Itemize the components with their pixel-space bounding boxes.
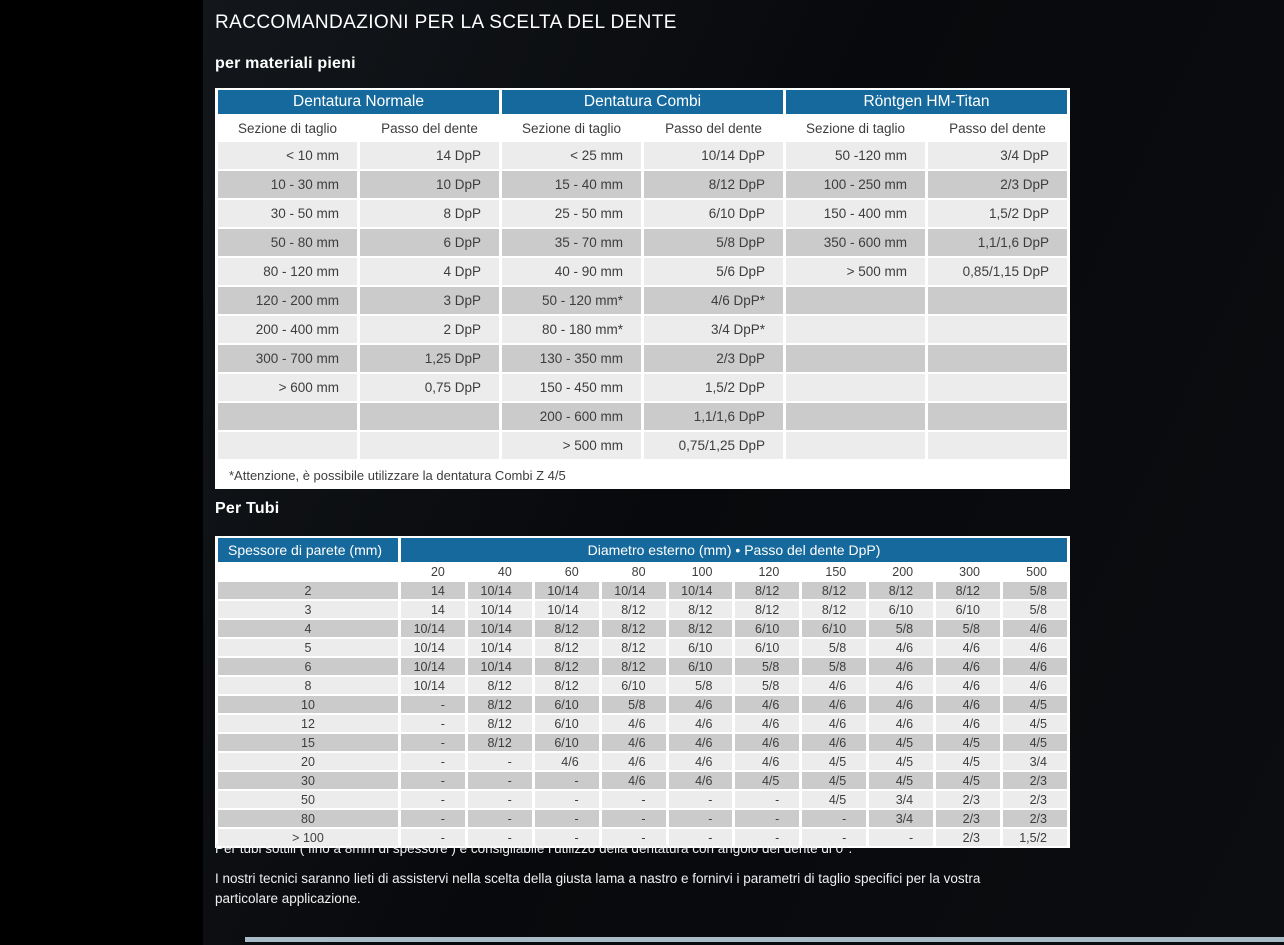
tooth-pitch-cell: 6/10 DpP (644, 200, 783, 227)
table-row (218, 791, 1067, 808)
tooth-pitch-cell: 6 DpP (360, 229, 499, 256)
wall-thickness-cell: > 100 (218, 829, 398, 846)
tooth-pitch-cell: 8/12 (936, 582, 1000, 599)
tooth-pitch-cell: 4/6 (936, 658, 1000, 675)
tooth-pitch-cell: 5/6 DpP (644, 258, 783, 285)
tooth-pitch-cell: 4/5 (936, 734, 1000, 751)
tooth-pitch-cell: 2/3 (936, 791, 1000, 808)
tooth-pitch-cell: 10/14 (535, 582, 599, 599)
tubes-note-thin-walls: Per tubi sottili ( fino a 8mm di spessore ) è consigliabile l‘utilizzo della dentatura con angolo del dente di 0°. (215, 841, 853, 856)
tooth-pitch-cell: 0,75 DpP (360, 374, 499, 401)
cutting-section-cell (218, 432, 357, 459)
table-row (218, 715, 1067, 732)
tooth-pitch-cell: 8/12 (602, 620, 666, 637)
table-row (218, 229, 1067, 256)
solid-materials-table (215, 88, 1070, 489)
tooth-pitch-cell: 2/3 (936, 829, 1000, 846)
tooth-pitch-cell (360, 432, 499, 459)
cutting-section-cell: 50 - 80 mm (218, 229, 357, 256)
subheader-tooth-pitch: Passo del dente (644, 116, 783, 140)
table-row (218, 620, 1067, 637)
tooth-pitch-cell: 4/6 (602, 772, 666, 789)
cutting-section-cell (218, 403, 357, 430)
solid-materials-grid (215, 88, 1070, 461)
tooth-pitch-cell: 4/6 (802, 696, 866, 713)
tooth-pitch-cell: 0,85/1,15 DpP (928, 258, 1067, 285)
tooth-pitch-cell: 1,1/1,6 DpP (644, 403, 783, 430)
tooth-pitch-cell: 8/12 (735, 601, 799, 618)
tubes-subheader-blank (218, 564, 398, 580)
tooth-pitch-cell: - (535, 791, 599, 808)
wall-thickness-cell: 15 (218, 734, 398, 751)
tooth-pitch-cell: 8/12 (669, 601, 733, 618)
tooth-pitch-cell: 4 DpP (360, 258, 499, 285)
tooth-pitch-cell: 10/14 DpP (644, 142, 783, 169)
tooth-pitch-cell: 2/3 (1003, 791, 1067, 808)
tooth-pitch-cell: 4/5 (869, 753, 933, 770)
wall-thickness-cell: 2 (218, 582, 398, 599)
table-row (218, 432, 1067, 459)
tooth-pitch-cell: 10/14 (468, 639, 532, 656)
tooth-pitch-cell: 6/10 (735, 639, 799, 656)
tooth-pitch-cell: 8/12 (468, 715, 532, 732)
tooth-pitch-cell: 6/10 (936, 601, 1000, 618)
table-row (218, 677, 1067, 694)
section-heading-solid-materials: per materiali pieni (215, 55, 356, 72)
tooth-pitch-cell: 8/12 (735, 582, 799, 599)
tooth-pitch-cell: - (401, 772, 465, 789)
tooth-pitch-cell: 8/12 (468, 696, 532, 713)
tooth-pitch-cell: 4/6 (936, 715, 1000, 732)
tooth-pitch-cell: 10/14 (401, 658, 465, 675)
wall-thickness-cell: 8 (218, 677, 398, 694)
tooth-pitch-cell: 4/6 (869, 715, 933, 732)
cutting-section-cell: > 600 mm (218, 374, 357, 401)
tooth-pitch-cell: 6/10 (669, 658, 733, 675)
diameter-header-cell: 120 (735, 564, 799, 580)
tooth-pitch-cell: 2/3 (1003, 810, 1067, 827)
subheader-cutting-section: Sezione di taglio (502, 116, 641, 140)
tooth-pitch-cell: 10/14 (401, 620, 465, 637)
column-group-dentatura-combi: Dentatura Combi (502, 90, 783, 114)
tooth-pitch-cell: 1,5/2 DpP (928, 200, 1067, 227)
tooth-pitch-cell: 10 DpP (360, 171, 499, 198)
tooth-pitch-cell (928, 316, 1067, 343)
wall-thickness-cell: 4 (218, 620, 398, 637)
tooth-pitch-cell: 4/5 (1003, 696, 1067, 713)
diameter-header-cell: 100 (669, 564, 733, 580)
wall-thickness-cell: 80 (218, 810, 398, 827)
cutting-section-cell: 25 - 50 mm (502, 200, 641, 227)
tooth-pitch-cell: 3/4 (869, 810, 933, 827)
tooth-pitch-cell: - (401, 810, 465, 827)
table-row (218, 658, 1067, 675)
tooth-pitch-cell: 3/4 (869, 791, 933, 808)
tooth-pitch-cell: 8/12 (468, 677, 532, 694)
content-panel (203, 0, 1284, 945)
wall-thickness-cell: 12 (218, 715, 398, 732)
table-row (218, 772, 1067, 789)
tooth-pitch-cell: 2/3 DpP (644, 345, 783, 372)
tooth-pitch-cell: 4/6 (802, 734, 866, 751)
tooth-pitch-cell: - (535, 810, 599, 827)
table-row (218, 287, 1067, 314)
tooth-pitch-cell: 5/8 (869, 620, 933, 637)
tooth-pitch-cell (928, 345, 1067, 372)
tooth-pitch-cell: 4/6 (936, 677, 1000, 694)
tooth-pitch-cell (928, 403, 1067, 430)
tooth-pitch-cell: 1,1/1,6 DpP (928, 229, 1067, 256)
cutting-section-cell: 150 - 400 mm (786, 200, 925, 227)
tubes-grid (215, 536, 1070, 848)
cutting-section-cell (786, 287, 925, 314)
table-row (218, 734, 1067, 751)
tooth-pitch-cell: 4/6 DpP* (644, 287, 783, 314)
tooth-pitch-cell: 0,75/1,25 DpP (644, 432, 783, 459)
tooth-pitch-cell: 4/6 (669, 772, 733, 789)
diameter-header-cell: 60 (535, 564, 599, 580)
tooth-pitch-cell: 5/8 (735, 658, 799, 675)
tooth-pitch-cell: - (468, 753, 532, 770)
tooth-pitch-cell: 8/12 (602, 601, 666, 618)
tooth-pitch-cell: 8/12 (535, 620, 599, 637)
tooth-pitch-cell: 4/6 (669, 734, 733, 751)
tooth-pitch-cell: 14 DpP (360, 142, 499, 169)
tooth-pitch-cell: - (669, 829, 733, 846)
tooth-pitch-cell: - (401, 753, 465, 770)
tooth-pitch-cell: 8/12 (535, 639, 599, 656)
tooth-pitch-cell: 1,5/2 DpP (644, 374, 783, 401)
table-row (218, 753, 1067, 770)
tooth-pitch-cell: 5/8 (936, 620, 1000, 637)
cutting-section-cell: < 10 mm (218, 142, 357, 169)
tooth-pitch-cell: 8/12 DpP (644, 171, 783, 198)
tooth-pitch-cell: 4/5 (936, 753, 1000, 770)
cutting-section-cell: 80 - 120 mm (218, 258, 357, 285)
tooth-pitch-cell: 4/6 (735, 715, 799, 732)
cutting-section-cell (786, 374, 925, 401)
tooth-pitch-cell: 5/8 (602, 696, 666, 713)
wall-thickness-cell: 10 (218, 696, 398, 713)
subheader-cutting-section: Sezione di taglio (786, 116, 925, 140)
wall-thickness-cell: 20 (218, 753, 398, 770)
column-group-roentgen-hm-titan: Röntgen HM-Titan (786, 90, 1067, 114)
diameter-header-cell: 150 (802, 564, 866, 580)
tooth-pitch-cell: 6/10 (802, 620, 866, 637)
diameter-header-cell: 40 (468, 564, 532, 580)
tooth-pitch-cell: 2/3 (936, 810, 1000, 827)
tooth-pitch-cell: 1,25 DpP (360, 345, 499, 372)
tooth-pitch-cell: 4/6 (669, 753, 733, 770)
tooth-pitch-cell (928, 374, 1067, 401)
cutting-section-cell: 120 - 200 mm (218, 287, 357, 314)
tubes-header-row (218, 538, 1067, 562)
tooth-pitch-cell: - (468, 829, 532, 846)
tooth-pitch-cell: 8/12 (535, 677, 599, 694)
diameter-header-cell: 500 (1003, 564, 1067, 580)
tooth-pitch-cell: 5/8 (735, 677, 799, 694)
subheader-tooth-pitch: Passo del dente (928, 116, 1067, 140)
cutting-section-cell: 300 - 700 mm (218, 345, 357, 372)
subheader-cutting-section: Sezione di taglio (218, 116, 357, 140)
cutting-section-cell (786, 316, 925, 343)
tooth-pitch-cell: 4/6 (1003, 639, 1067, 656)
table-row (218, 345, 1067, 372)
tooth-pitch-cell: 6/10 (535, 715, 599, 732)
tooth-pitch-cell: 6/10 (669, 639, 733, 656)
tooth-pitch-cell: 4/6 (869, 639, 933, 656)
cutting-section-cell (786, 432, 925, 459)
tubes-diameter-header: Diametro esterno (mm) • Passo del dente DpP) (401, 538, 1067, 562)
tooth-pitch-cell: 4/6 (1003, 620, 1067, 637)
tooth-pitch-cell: 5/8 DpP (644, 229, 783, 256)
tubes-diameter-subheader-row (218, 564, 1067, 580)
tooth-pitch-cell: 4/6 (802, 677, 866, 694)
diameter-header-cell: 300 (936, 564, 1000, 580)
tooth-pitch-cell: - (802, 829, 866, 846)
tooth-pitch-cell: 4/6 (1003, 677, 1067, 694)
tooth-pitch-cell: 4/6 (936, 639, 1000, 656)
tooth-pitch-cell: 4/5 (1003, 715, 1067, 732)
tooth-pitch-cell: 4/5 (802, 772, 866, 789)
tooth-pitch-cell: - (468, 810, 532, 827)
tooth-pitch-cell: 4/6 (869, 658, 933, 675)
cutting-section-cell: 200 - 400 mm (218, 316, 357, 343)
tooth-pitch-cell: - (602, 829, 666, 846)
solid-table-footnote: *Attenzione, è possibile utilizzare la dentatura Combi Z 4/5 (215, 461, 1070, 489)
tooth-pitch-cell (360, 403, 499, 430)
tooth-pitch-cell: 4/5 (802, 753, 866, 770)
tooth-pitch-cell: 3 DpP (360, 287, 499, 314)
table-row (218, 403, 1067, 430)
tooth-pitch-cell: 10/14 (468, 582, 532, 599)
subheader-row (218, 116, 1067, 140)
cutting-section-cell: 50 - 120 mm* (502, 287, 641, 314)
tooth-pitch-cell: - (802, 810, 866, 827)
cutting-section-cell (786, 403, 925, 430)
tooth-pitch-cell: - (735, 829, 799, 846)
tooth-pitch-cell: 8/12 (468, 734, 532, 751)
tooth-pitch-cell: 10/14 (401, 677, 465, 694)
tooth-pitch-cell: 4/6 (936, 696, 1000, 713)
tooth-pitch-cell: 1,5/2 (1003, 829, 1067, 846)
tooth-pitch-cell: 4/6 (735, 734, 799, 751)
tooth-pitch-cell: - (869, 829, 933, 846)
contact-note: I nostri tecnici saranno lieti di assistervi nella scelta della giusta lama a nastro e fornirvi i parametri di taglio specifici per la vostra particolare applicazione. (215, 871, 981, 907)
tooth-pitch-cell (928, 287, 1067, 314)
cutting-section-cell: 100 - 250 mm (786, 171, 925, 198)
tooth-pitch-cell: 4/5 (735, 772, 799, 789)
cutting-section-cell: > 500 mm (786, 258, 925, 285)
tooth-pitch-cell: 10/14 (602, 582, 666, 599)
tooth-pitch-cell: 4/6 (535, 753, 599, 770)
table-row (218, 258, 1067, 285)
tooth-pitch-cell (928, 432, 1067, 459)
tooth-pitch-cell: 8/12 (602, 658, 666, 675)
tooth-pitch-cell: 4/6 (735, 696, 799, 713)
tooth-pitch-cell: 14 (401, 582, 465, 599)
cutting-section-cell: 350 - 600 mm (786, 229, 925, 256)
tubes-wall-thickness-header: Spessore di parete (mm) (218, 538, 398, 562)
cutting-section-cell (786, 345, 925, 372)
tooth-pitch-cell: - (401, 791, 465, 808)
tooth-pitch-cell: 3/4 (1003, 753, 1067, 770)
tooth-pitch-cell: 4/5 (869, 772, 933, 789)
cutting-section-cell: 30 - 50 mm (218, 200, 357, 227)
cutting-section-cell: 150 - 450 mm (502, 374, 641, 401)
tooth-pitch-cell: 5/8 (802, 658, 866, 675)
tooth-pitch-cell: 6/10 (869, 601, 933, 618)
tooth-pitch-cell: 4/6 (602, 753, 666, 770)
tooth-pitch-cell: - (735, 791, 799, 808)
tooth-pitch-cell: - (602, 791, 666, 808)
table-row (218, 601, 1067, 618)
cutting-section-cell: 40 - 90 mm (502, 258, 641, 285)
tooth-pitch-cell: 6/10 (602, 677, 666, 694)
cutting-section-cell: 200 - 600 mm (502, 403, 641, 430)
tooth-pitch-cell: 4/5 (802, 791, 866, 808)
tooth-pitch-cell: 5/8 (1003, 582, 1067, 599)
table-row (218, 696, 1067, 713)
tooth-pitch-cell: - (669, 810, 733, 827)
tooth-pitch-cell: - (401, 696, 465, 713)
tooth-pitch-cell: 4/6 (735, 753, 799, 770)
tooth-pitch-cell: - (468, 791, 532, 808)
tooth-pitch-cell: 4/6 (869, 677, 933, 694)
wall-thickness-cell: 50 (218, 791, 398, 808)
cutting-section-cell: 130 - 350 mm (502, 345, 641, 372)
tooth-pitch-cell: 2/3 DpP (928, 171, 1067, 198)
column-group-dentatura-normale: Dentatura Normale (218, 90, 499, 114)
tooth-pitch-cell: 4/6 (602, 734, 666, 751)
tooth-pitch-cell: 4/5 (1003, 734, 1067, 751)
tubes-table (215, 536, 1070, 848)
tooth-pitch-cell: 2 DpP (360, 316, 499, 343)
horizontal-scrollbar[interactable] (245, 937, 1284, 942)
cutting-section-cell: 10 - 30 mm (218, 171, 357, 198)
tooth-pitch-cell: 5/8 (669, 677, 733, 694)
tooth-pitch-cell: 5/8 (802, 639, 866, 656)
subheader-tooth-pitch: Passo del dente (360, 116, 499, 140)
tooth-pitch-cell: 8/12 (802, 582, 866, 599)
table-row (218, 142, 1067, 169)
tooth-pitch-cell: - (669, 791, 733, 808)
tooth-pitch-cell: 8/12 (802, 601, 866, 618)
tooth-pitch-cell: 4/5 (869, 734, 933, 751)
cutting-section-cell: 15 - 40 mm (502, 171, 641, 198)
cutting-section-cell: < 25 mm (502, 142, 641, 169)
tooth-pitch-cell: - (735, 810, 799, 827)
tooth-pitch-cell: 14 (401, 601, 465, 618)
tooth-pitch-cell: 8/12 (669, 620, 733, 637)
cutting-section-cell: > 500 mm (502, 432, 641, 459)
tooth-pitch-cell: 3/4 DpP (928, 142, 1067, 169)
tooth-pitch-cell: - (602, 810, 666, 827)
tooth-pitch-cell: 8/12 (602, 639, 666, 656)
tooth-pitch-cell: 6/10 (535, 734, 599, 751)
diameter-header-cell: 20 (401, 564, 465, 580)
tooth-pitch-cell: 8/12 (535, 658, 599, 675)
tooth-pitch-cell: 4/6 (802, 715, 866, 732)
table-row (218, 316, 1067, 343)
wall-thickness-cell: 6 (218, 658, 398, 675)
cutting-section-cell: 50 -120 mm (786, 142, 925, 169)
tooth-pitch-cell: 6/10 (535, 696, 599, 713)
cutting-section-cell: 35 - 70 mm (502, 229, 641, 256)
diameter-header-cell: 80 (602, 564, 666, 580)
tooth-pitch-cell: 3/4 DpP* (644, 316, 783, 343)
table-row (218, 200, 1067, 227)
tooth-pitch-cell: 10/14 (468, 620, 532, 637)
tooth-pitch-cell: - (401, 734, 465, 751)
tooth-pitch-cell: 8 DpP (360, 200, 499, 227)
table-row (218, 171, 1067, 198)
wall-thickness-cell: 30 (218, 772, 398, 789)
tooth-pitch-cell: 10/14 (401, 639, 465, 656)
table-row (218, 374, 1067, 401)
tooth-pitch-cell: 4/6 (869, 696, 933, 713)
tooth-pitch-cell: 10/14 (468, 601, 532, 618)
section-heading-tubes: Per Tubi (215, 500, 280, 517)
diameter-header-cell: 200 (869, 564, 933, 580)
tooth-pitch-cell: 8/12 (869, 582, 933, 599)
tooth-pitch-cell: 10/14 (535, 601, 599, 618)
tooth-pitch-cell: 6/10 (735, 620, 799, 637)
tooth-pitch-cell: 4/5 (936, 772, 1000, 789)
tooth-pitch-cell: - (468, 772, 532, 789)
cutting-section-cell: 80 - 180 mm* (502, 316, 641, 343)
column-group-header-row (218, 90, 1067, 114)
tooth-pitch-cell: 10/14 (669, 582, 733, 599)
table-row (218, 582, 1067, 599)
tooth-pitch-cell: - (535, 829, 599, 846)
tooth-pitch-cell: 4/6 (602, 715, 666, 732)
table-row (218, 639, 1067, 656)
tooth-pitch-cell: - (535, 772, 599, 789)
table-row (218, 810, 1067, 827)
tooth-pitch-cell: 4/6 (669, 715, 733, 732)
tooth-pitch-cell: 4/6 (669, 696, 733, 713)
tooth-pitch-cell: 10/14 (468, 658, 532, 675)
tooth-pitch-cell: 5/8 (1003, 601, 1067, 618)
wall-thickness-cell: 5 (218, 639, 398, 656)
tooth-pitch-cell: - (401, 829, 465, 846)
page-title: RACCOMANDAZIONI PER LA SCELTA DEL DENTE (215, 12, 677, 33)
tooth-pitch-cell: - (401, 715, 465, 732)
wall-thickness-cell: 3 (218, 601, 398, 618)
tooth-pitch-cell: 2/3 (1003, 772, 1067, 789)
tooth-pitch-cell: 4/6 (1003, 658, 1067, 675)
